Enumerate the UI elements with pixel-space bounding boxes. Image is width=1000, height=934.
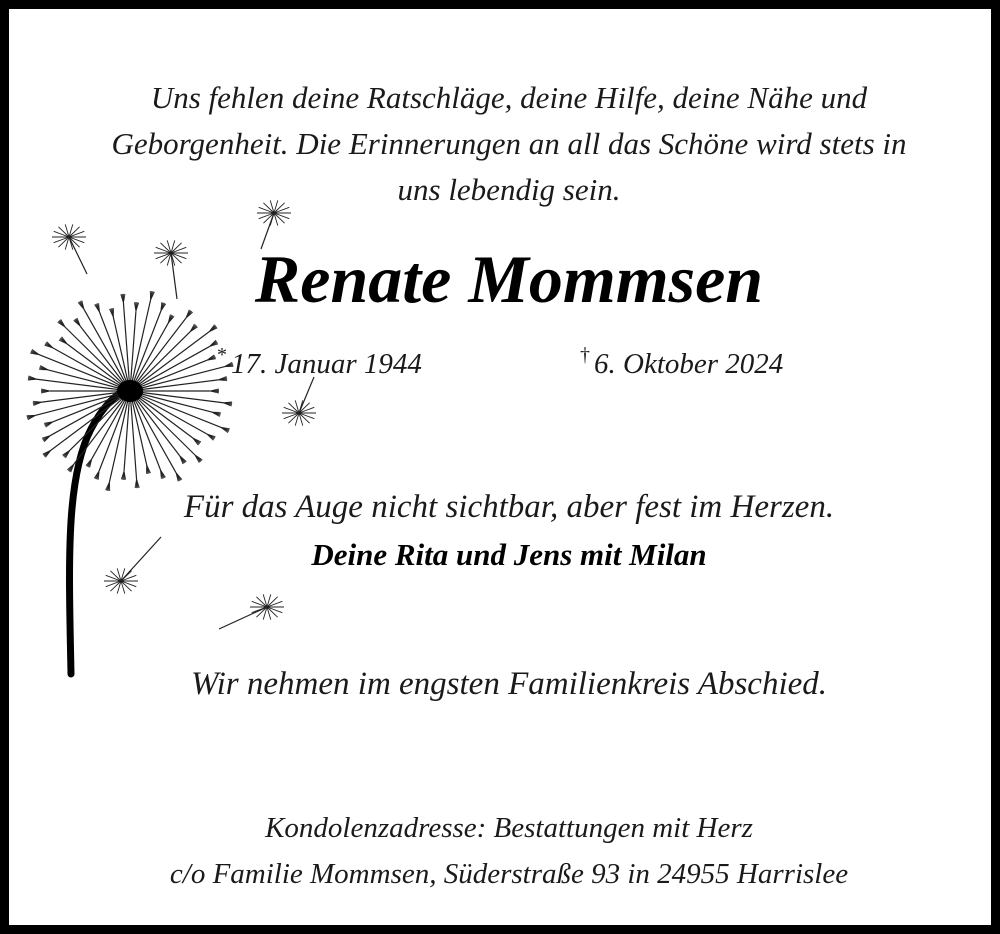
birth-date-text: 17. Januar 1944 — [231, 348, 422, 380]
death-date-text: 6. Oktober 2024 — [594, 348, 784, 380]
address-line-2: c/o Familie Mommsen, Süderstraße 93 in 24955 Harrislee — [169, 858, 849, 890]
death-symbol: † — [580, 344, 590, 366]
quote-text: Für das Auge nicht sichtbar, aber fest im Herzen. — [183, 489, 835, 525]
intro-line-1: Uns fehlen deine Ratschläge, deine Hilfe, deine Nähe und — [150, 80, 868, 115]
farewell-text: Wir nehmen im engsten Familienkreis Abschied. — [190, 666, 828, 702]
deceased-name: Renate Mommsen — [254, 241, 764, 317]
condolence-address — [9, 805, 1000, 897]
intro-line-2: Geborgenheit. Die Erinnerungen an all das Schöne wird stets in — [111, 126, 907, 161]
intro-text — [9, 75, 1000, 213]
death-date — [580, 335, 783, 384]
birth-date — [217, 335, 422, 384]
intro-line-3: uns lebendig sein. — [397, 172, 621, 207]
signature-text: Deine Rita und Jens mit Milan — [311, 537, 707, 572]
address-line-1: Kondolenzadresse: Bestattungen mit Herz — [265, 812, 753, 844]
birth-symbol: * — [217, 344, 227, 366]
